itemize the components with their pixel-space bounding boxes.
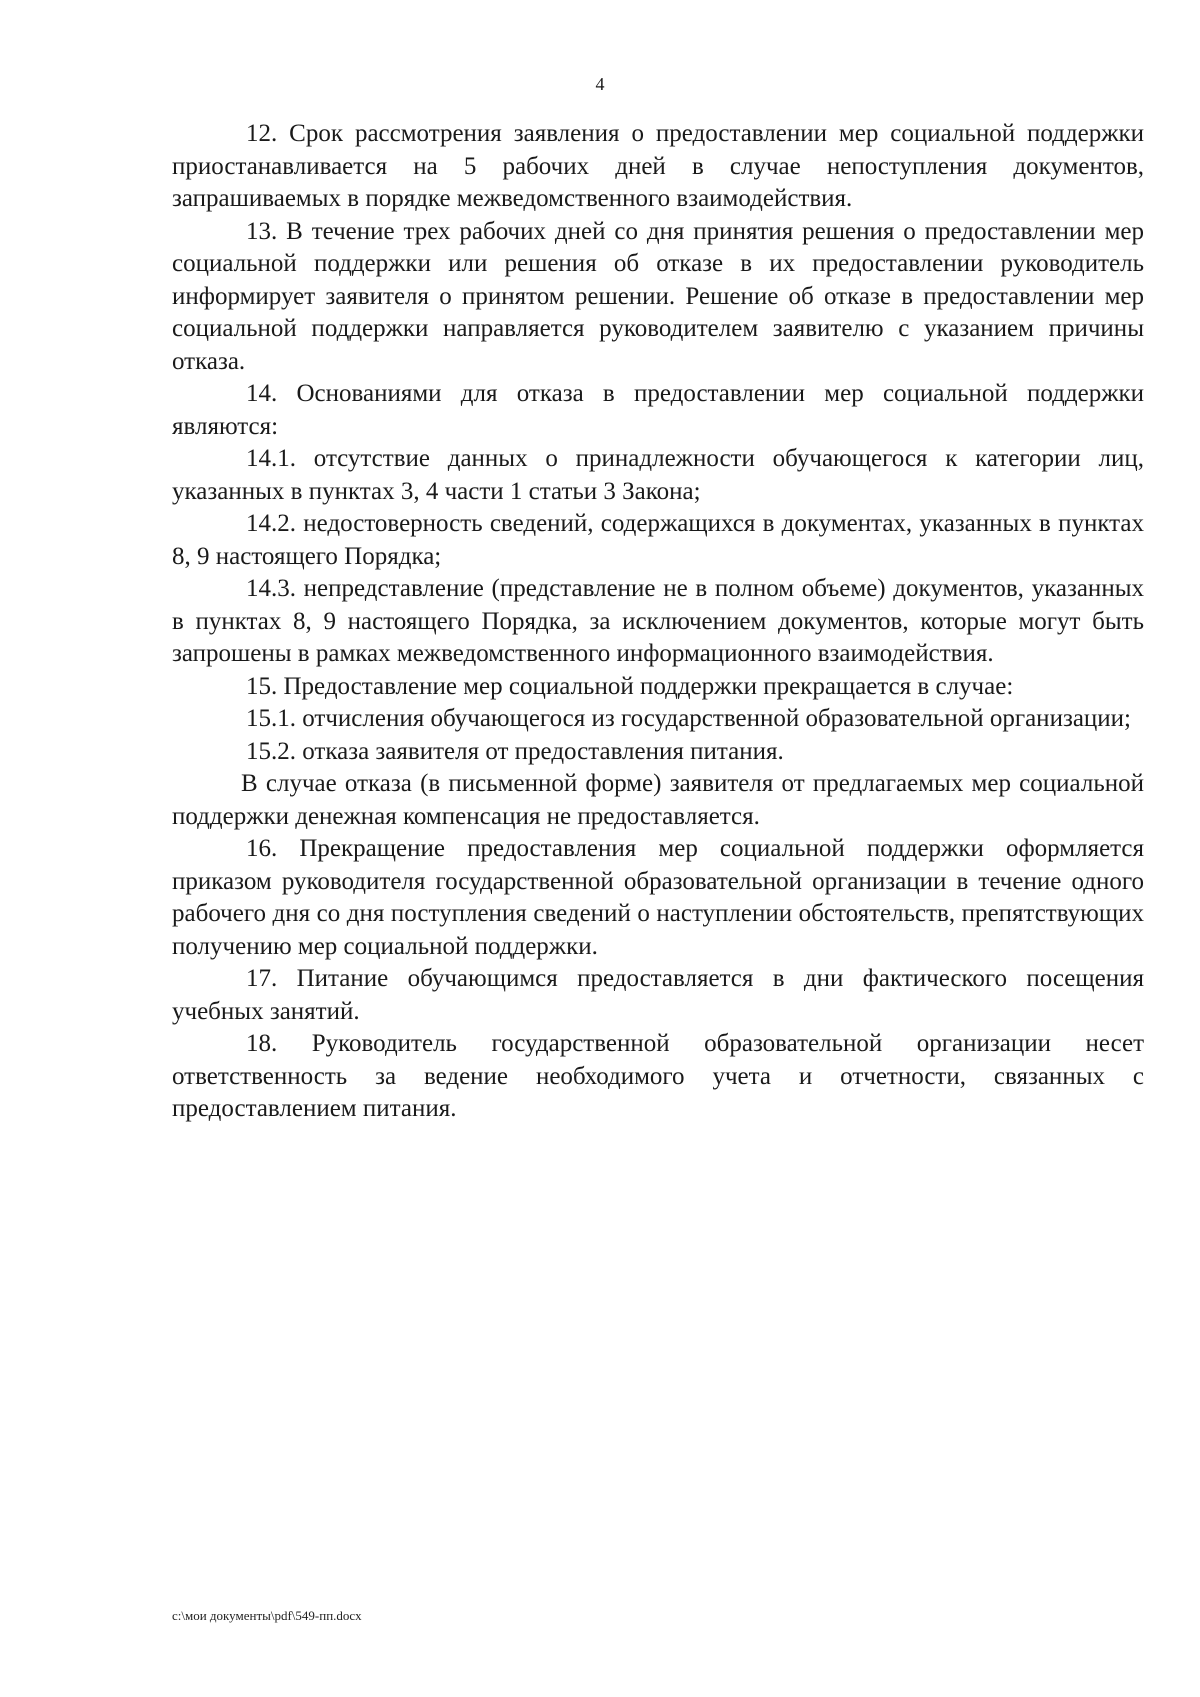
- paragraph-14-3: 14.3. непредставление (представление не в полном объеме) документов, указанных в пунктах 8, 9 настоящего Порядка, за исключением документов, которые могут быть запрошены в рамках межведомственного информационного взаимодействия.: [172, 575, 1144, 667]
- paragraph-14-1: 14.1. отсутствие данных о принадлежности обучающегося к категории лиц, указанных в пунктах 3, 4 части 1 статьи 3 Закона;: [172, 445, 1144, 505]
- document-body: [172, 118, 1144, 1126]
- paragraph-18: 18. Руководитель государственной образовательной организации несет ответственность за ведение необходимого учета и отчетности, связанных с предоставлением питания.: [172, 1030, 1144, 1122]
- paragraph-16: 16. Прекращение предоставления мер социальной поддержки оформляется приказом руководителя государственной образовательной организации в течение одного рабочего дня со дня поступления сведений о наступлении обстоятельств, препятствующих получению мер социальной поддержки.: [172, 835, 1144, 960]
- paragraph-12: 12. Срок рассмотрения заявления о предоставлении мер социальной поддержки приостанавливается на 5 рабочих дней в случае непоступления документов, запрашиваемых в порядке межведомственного взаимодействия.: [172, 120, 1144, 212]
- paragraph-17: 17. Питание обучающимся предоставляется в дни фактического посещения учебных занятий.: [172, 965, 1144, 1025]
- paragraph-14-2: 14.2. недостоверность сведений, содержащихся в документах, указанных в пунктах 8, 9 настоящего Порядка;: [172, 510, 1144, 570]
- paragraph-refusal-note: В случае отказа (в письменной форме) заявителя от предлагаемых мер социальной поддержки денежная компенсация не предоставляется.: [172, 770, 1144, 830]
- page-number: 4: [595, 74, 605, 94]
- paragraph-15-1: 15.1. отчисления обучающегося из государственной образовательной организации;: [246, 705, 1131, 732]
- paragraph-14: 14. Основаниями для отказа в предоставлении мер социальной поддержки являются:: [172, 380, 1144, 440]
- paragraph-15: 15. Предоставление мер социальной поддержки прекращается в случае:: [246, 672, 1014, 700]
- footer-file-path: c:\мои документы\pdf\549-пп.docx: [172, 1608, 362, 1623]
- paragraph-15-2: 15.2. отказа заявителя от предоставления питания.: [246, 737, 784, 765]
- paragraph-13: 13. В течение трех рабочих дней со дня принятия решения о предоставлении мер социальной поддержки или решения об отказе в их предоставлении руководитель информирует заявителя о принятом решении. Решение об отказе в предоставлении мер социальной поддержки направляется руководителем заявителю с указанием причины отказа.: [172, 217, 1144, 375]
